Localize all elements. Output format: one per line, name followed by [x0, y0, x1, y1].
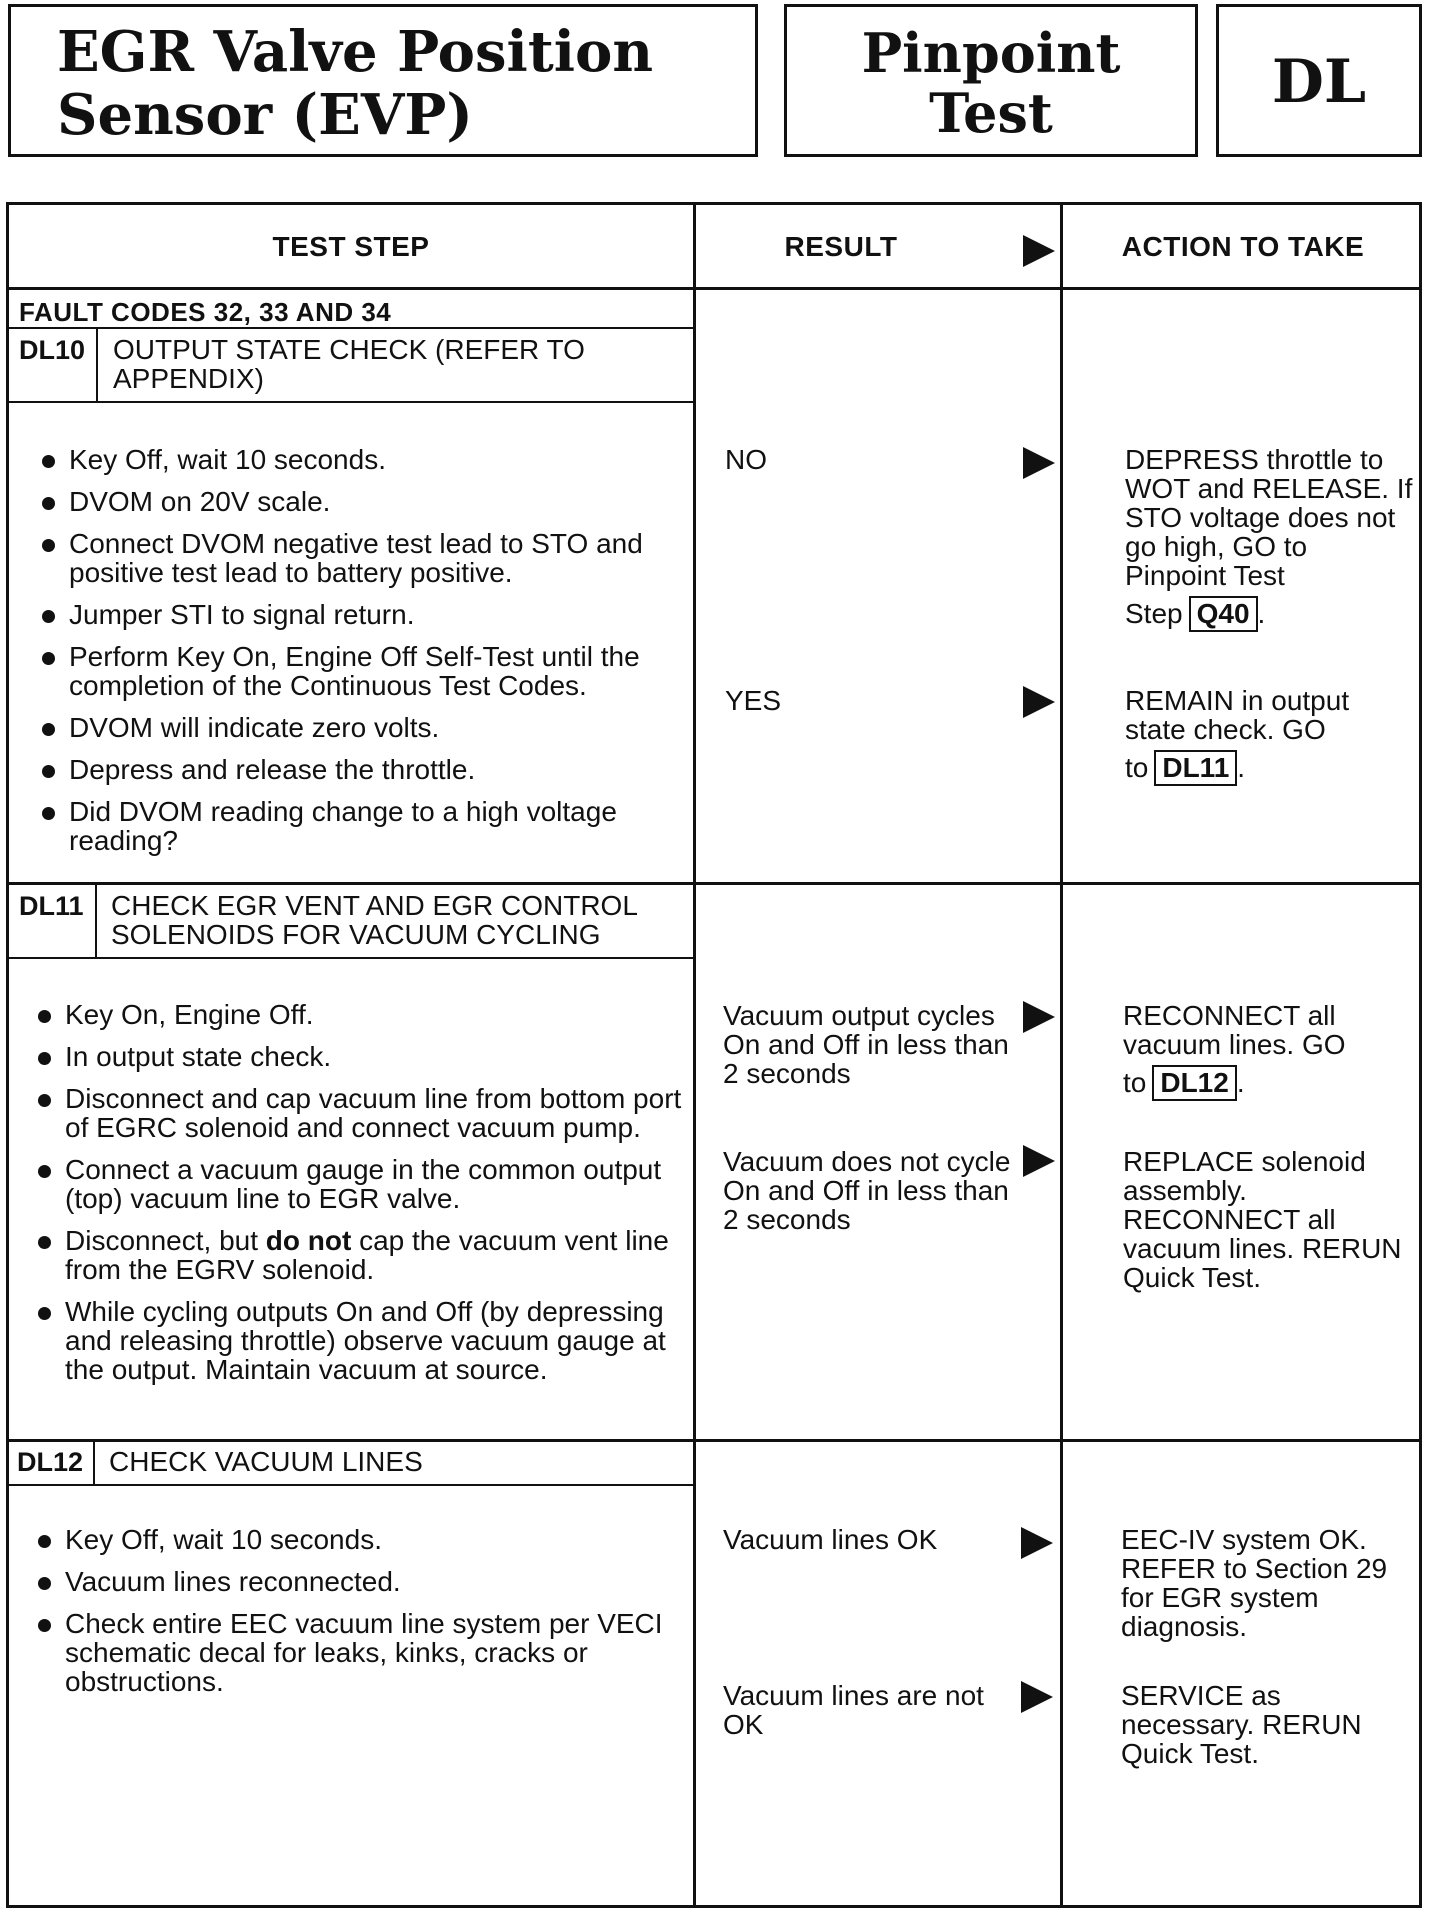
list-item: Key Off, wait 10 seconds. [35, 1525, 683, 1554]
step-id-divider [95, 883, 97, 957]
list-item: Depress and release the throttle. [39, 755, 679, 784]
fault-codes-label: FAULT CODES 32, 33 AND 34 [19, 297, 392, 327]
step-ref-dl11[interactable]: DL11 [1154, 750, 1237, 786]
step-id-dl12: DL12 [17, 1447, 84, 1477]
step-ref-q40[interactable]: Q40 [1189, 596, 1258, 632]
step-ref-dl12[interactable]: DL12 [1152, 1065, 1236, 1101]
action-prefix: to [1123, 1067, 1147, 1098]
list-item: Connect DVOM negative test lead to STO and positive test lead to battery positive. [39, 529, 679, 587]
title-line-2: Sensor (EVP) [57, 81, 473, 148]
action-suffix: . [1236, 1067, 1245, 1098]
step-title-divider [9, 957, 693, 959]
list-item: Disconnect and cap vacuum line from bottom port of EGRC solenoid and connect vacuum pump. [35, 1084, 683, 1142]
step-bullets-dl11 [35, 1000, 683, 1397]
step-title-dl12: CHECK VACUUM LINES [109, 1446, 423, 1477]
action-text: DEPRESS throttle to WOT and RELEASE. If STO voltage does not go high, GO to Pinpoint Test [1125, 444, 1413, 591]
pinpoint-test-table [6, 202, 1422, 1908]
row-divider [9, 882, 1419, 885]
action-text: REMAIN in output state check. GO [1125, 685, 1350, 745]
test-type-box [784, 4, 1198, 157]
action-dl12-not-ok: SERVICE as necessary. RERUN Quick Test. [1121, 1680, 1362, 1769]
action-dl11-cycles [1123, 1001, 1413, 1101]
title-line-1: EGR Valve Position [57, 19, 654, 85]
column-header-result: RESULT [784, 231, 898, 262]
bullet-text: cap the vacuum vent line from the EGRV solenoid. [65, 1225, 669, 1285]
column-divider-1 [693, 205, 696, 1905]
list-item: Connect a vacuum gauge in the common output (top) vacuum line to EGR valve. [35, 1155, 683, 1213]
column-divider-2 [1060, 205, 1063, 1905]
list-item: DVOM on 20V scale. [39, 487, 679, 516]
action-dl10-yes [1125, 686, 1415, 786]
list-item: DVOM will indicate zero volts. [39, 713, 679, 742]
result-dl10-yes: YES [725, 685, 782, 716]
step-bullets-dl10 [39, 445, 679, 868]
step-title-dl10: OUTPUT STATE CHECK (REFER TO APPENDIX) [113, 334, 585, 394]
result-arrow-icon [1023, 686, 1055, 718]
step-id-divider [93, 1440, 95, 1484]
row-divider [9, 1439, 1419, 1442]
step-id-dl10: DL10 [19, 335, 86, 365]
action-dl11-no-cycle: REPLACE solenoid assembly. RECONNECT all vacuum lines. RERUN Quick Test. [1123, 1146, 1402, 1293]
test-type-label [787, 23, 1195, 144]
list-item: In output state check. [35, 1042, 683, 1071]
step-title-divider [9, 401, 693, 403]
result-dl11-cycles: Vacuum output cycles On and Off in less than 2 seconds [723, 1000, 1009, 1089]
bullet-text: Disconnect, but [65, 1225, 258, 1256]
result-dl10-no: NO [725, 444, 767, 475]
action-suffix: . [1237, 752, 1246, 783]
step-id-divider [96, 327, 98, 401]
column-header-test-step: TEST STEP [272, 231, 430, 262]
result-arrow-icon [1021, 1527, 1053, 1559]
list-item: Did DVOM reading change to a high voltage reading? [39, 797, 679, 855]
result-dl11-no-cycle: Vacuum does not cycle On and Off in less than 2 seconds [723, 1146, 1011, 1235]
action-prefix: to [1125, 752, 1149, 783]
list-item: Check entire EEC vacuum line system per VECI schematic decal for leaks, kinks, cracks or obstructions. [35, 1609, 683, 1696]
action-dl12-ok: EEC-IV system OK. REFER to Section 29 for EGR system diagnosis. [1121, 1524, 1388, 1642]
list-item: Key Off, wait 10 seconds. [39, 445, 679, 474]
step-title-divider [9, 1484, 693, 1486]
test-type-line-1: Pinpoint [861, 21, 1121, 85]
result-arrow-icon [1023, 447, 1055, 479]
list-item: Vacuum lines reconnected. [35, 1567, 683, 1596]
page-title [57, 21, 653, 146]
header-row-divider [9, 287, 1419, 290]
action-prefix: Step [1125, 598, 1183, 629]
list-item: Key On, Engine Off. [35, 1000, 683, 1029]
list-item: Perform Key On, Engine Off Self-Test until the completion of the Continuous Test Codes. [39, 642, 679, 700]
result-arrow-icon [1023, 1145, 1055, 1177]
result-arrow-icon [1023, 1001, 1055, 1033]
list-item [35, 1226, 683, 1284]
list-item: While cycling outputs On and Off (by depressing and releasing throttle) observe vacuum gauge at the output. Maintain vacuum at source. [35, 1297, 683, 1384]
action-dl10-no [1125, 445, 1415, 632]
test-type-line-2: Test [929, 81, 1053, 146]
title-box [8, 4, 758, 157]
step-bullets-dl12 [35, 1525, 683, 1709]
result-dl12-ok: Vacuum lines OK [723, 1524, 938, 1555]
step-id-dl11: DL11 [19, 891, 84, 921]
test-code: DL [1271, 47, 1367, 117]
fault-codes-divider [9, 327, 693, 329]
step-title-dl11: CHECK EGR VENT AND EGR CONTROL SOLENOIDS FOR VACUUM CYCLING [111, 890, 637, 950]
bullet-emphasis: do not [265, 1225, 352, 1256]
result-arrow-icon [1021, 1681, 1053, 1713]
result-arrow-icon [1023, 235, 1055, 267]
column-header-action: ACTION TO TAKE [1121, 231, 1365, 262]
list-item: Jumper STI to signal return. [39, 600, 679, 629]
test-code-box [1216, 4, 1422, 157]
result-dl12-not-ok: Vacuum lines are not OK [723, 1680, 984, 1740]
action-suffix: . [1257, 598, 1266, 629]
action-text: RECONNECT all vacuum lines. GO [1123, 1000, 1346, 1060]
